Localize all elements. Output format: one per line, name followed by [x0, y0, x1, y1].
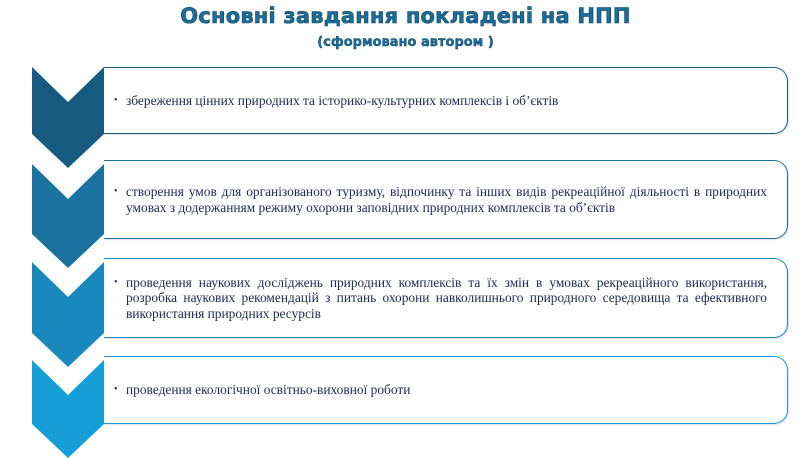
task-box-4	[104, 356, 788, 424]
task-text: збереження цінних природних та історико-культурних комплексів і об’єктів	[126, 92, 559, 108]
chevron-icon-1	[32, 67, 104, 168]
chevron-icon-3	[32, 262, 104, 367]
bullet-icon: •	[114, 276, 118, 288]
diagram-subtitle: (сформовано автором )	[317, 35, 494, 50]
chevron-icon-4	[32, 360, 104, 458]
list-item	[104, 93, 787, 109]
list-item	[104, 184, 787, 215]
bullet-icon: •	[114, 186, 118, 197]
bullet-icon: •	[114, 94, 118, 106]
task-box-3	[104, 258, 788, 338]
task-box-2	[104, 160, 788, 239]
diagram-title: Основні завдання покладені на НПП	[180, 4, 631, 28]
list-item	[104, 382, 787, 398]
chevron-icon-2	[32, 164, 104, 268]
task-text: проведення екологічної освітньо-виховної роботи	[126, 382, 411, 398]
list-item	[104, 275, 787, 322]
task-text: створення умов для організованого туризму, відпочинку та іншиx видів рекреаційної діяльності в природних умовах з додержанням режиму охорони заповідних природних комплексів та об’єктів	[126, 184, 767, 215]
task-text: проведення наукових досліджень природних комплексів та їх змін в умовах рекреаційного використання, розробка наукових рекомендацій з питань охорони навколишнього природного середовища та ефективного використання природних ресурсів	[126, 274, 767, 321]
task-box-1	[104, 67, 788, 134]
bullet-icon: •	[114, 384, 118, 396]
